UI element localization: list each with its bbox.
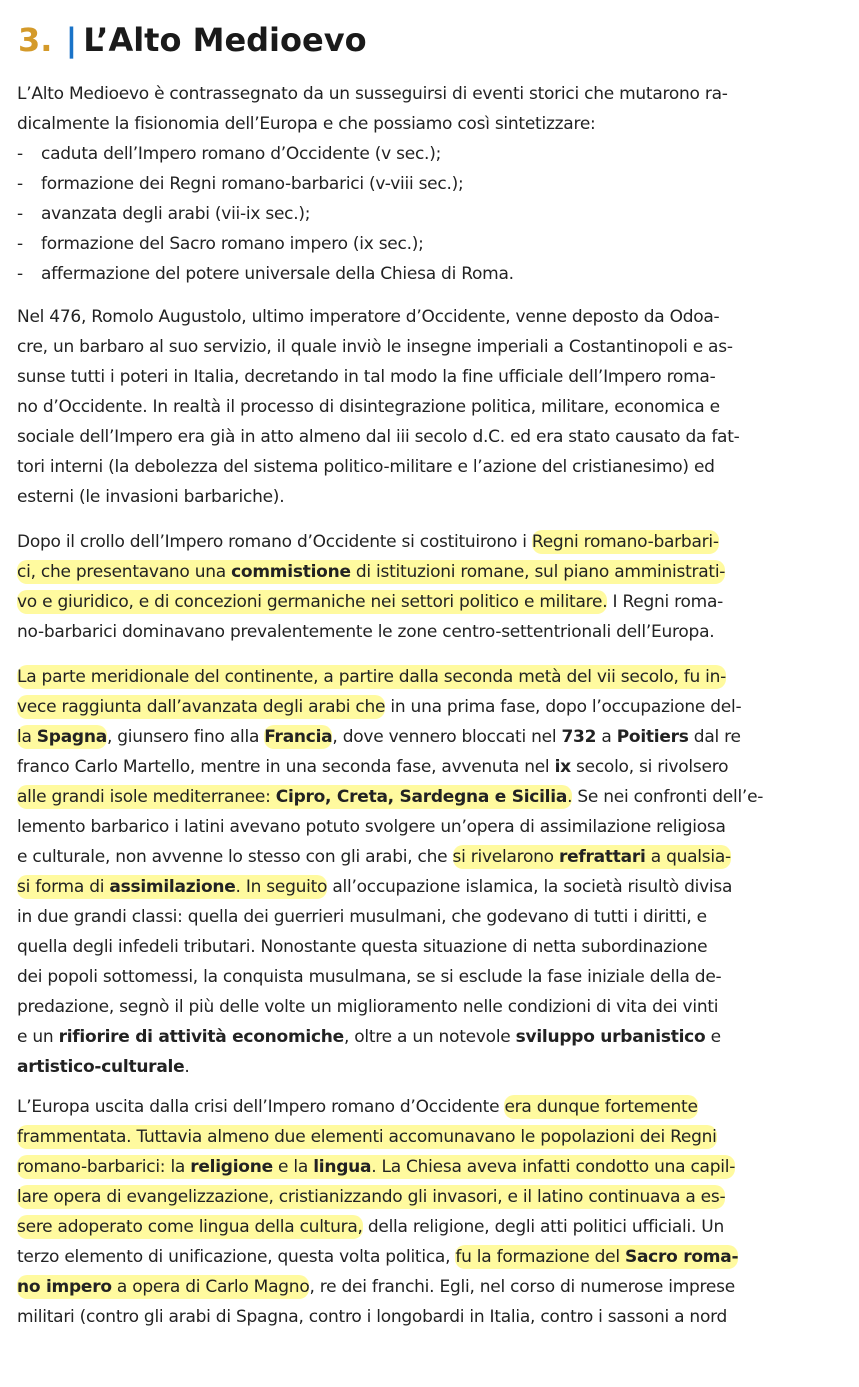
- text-line: [17, 1122, 717, 1152]
- text-line: no d’Occidente. In realtà il processo di disintegrazione politica, militare, economica e: [17, 397, 720, 417]
- text-run: ci, che presentavano una: [17, 562, 232, 582]
- bold-term: no impero: [17, 1277, 112, 1297]
- highlighted-text: [17, 1155, 735, 1179]
- text-line: [17, 872, 732, 902]
- bullet-item: [17, 139, 441, 169]
- text-run: fu la formazione del: [455, 1247, 625, 1267]
- bullet-item: [17, 259, 514, 289]
- text-run: . La Chiesa aveva infatti condotto una capil-: [371, 1157, 736, 1177]
- bold-term: rifiorire di attività economiche: [58, 1027, 344, 1047]
- bold-term: lingua: [313, 1157, 372, 1177]
- text-line: in due grandi classi: quella dei guerrieri musulmani, che godevano di tutti i diritti, e: [17, 907, 707, 927]
- text-line: [17, 1272, 735, 1302]
- text-run: alle grandi isole mediterranee:: [17, 787, 276, 807]
- text-run: e culturale, non avvenne lo stesso con gli arabi, che: [17, 847, 453, 867]
- text-run: L’Europa uscita dalla crisi dell’Impero romano d’Occidente: [17, 1097, 505, 1117]
- text-line: Nel 476, Romolo Augustolo, ultimo imperatore d’Occidente, venne deposto da Odoa-: [17, 307, 720, 327]
- text-line: cre, un barbaro al suo servizio, il quale inviò le insegne imperiali a Costantinopoli e as-: [17, 337, 733, 357]
- highlighted-text: [17, 1275, 309, 1299]
- highlighted-text: [264, 725, 332, 749]
- text-run: all’occupazione islamica, la società risultò divisa: [327, 877, 733, 897]
- highlighted-text: [17, 785, 572, 809]
- text-run: , giunsero fino alla: [106, 727, 265, 747]
- bullet-dash: -: [17, 264, 23, 284]
- text-run: e: [705, 1027, 721, 1047]
- text-line: predazione, segnò il più delle volte un miglioramento nelle condizioni di vita dei vinti: [17, 997, 719, 1017]
- text-line: esterni (le invasioni barbariche).: [17, 487, 285, 507]
- bullet-dash: -: [17, 204, 23, 224]
- text-run: a opera di Carlo Magno: [111, 1277, 310, 1297]
- highlighted-text: sere adoperato come lingua della cultura,: [17, 1217, 363, 1237]
- bullet-dash: -: [17, 234, 23, 254]
- text-run: , dove vennero bloccati nel: [332, 727, 562, 747]
- text-line: [17, 1052, 190, 1082]
- text-line: militari (contro gli arabi di Spagna, contro i longobardi in Italia, contro i sassoni a nord: [17, 1307, 728, 1327]
- text-run: dal re: [688, 727, 741, 747]
- text-run: .: [184, 1057, 190, 1077]
- heading-separator: |: [65, 21, 78, 59]
- text-run: romano-barbarici: la: [17, 1157, 191, 1177]
- text-line: dei popoli sottomessi, la conquista musulmana, se si esclude la fase iniziale della de-: [17, 967, 722, 987]
- text-run: di istituzioni romane, sul piano amministrati-: [350, 562, 726, 582]
- text-line: [17, 782, 763, 812]
- section-title: L’Alto Medioevo: [83, 21, 367, 59]
- text-line: sociale dell’Impero era già in atto almeno dal iii secolo d.C. ed era stato causato da fat-: [17, 427, 740, 447]
- text-run: e la: [272, 1157, 314, 1177]
- text-run: .: [567, 787, 573, 807]
- text-run: Dopo il crollo dell’Impero romano d’Occidente si costituirono i: [17, 532, 532, 552]
- text-line: L’Alto Medioevo è contrassegnato da un susseguirsi di eventi storici che mutarono ra-: [17, 84, 728, 104]
- bullet-item: [17, 199, 310, 229]
- text-line: [17, 662, 726, 692]
- text-line: no-barbarici dominavano prevalentemente le zone centro-settentrionali dell’Europa.: [17, 622, 715, 642]
- highlighted-text: [17, 725, 107, 749]
- text-line: lemento barbarico i latini avevano potuto svolgere un’opera di assimilazione religiosa: [17, 817, 726, 837]
- highlighted-text: lare opera di evangelizzazione, cristianizzando gli invasori, e il latino continuava a es-: [17, 1187, 726, 1207]
- text-run: si rivelarono: [452, 847, 559, 867]
- bold-term: Poitiers: [616, 727, 689, 747]
- text-run: , re dei franchi. Egli, nel corso di numerose imprese: [309, 1277, 735, 1297]
- text-line: [17, 1182, 725, 1212]
- text-line: quella degli infedeli tributari. Nonostante questa situazione di netta subordinazione: [17, 937, 708, 957]
- text-line: [17, 692, 741, 722]
- highlighted-text: La parte meridionale del continente, a partire dalla seconda metà del vii secolo, fu in-: [17, 667, 727, 687]
- highlighted-text: vece raggiunta dall’avanzata degli arabi che: [17, 697, 386, 717]
- bullet-text: caduta dell’Impero romano d’Occidente (v sec.);: [41, 144, 442, 164]
- bold-term: 732: [561, 727, 597, 747]
- text-line: [17, 722, 741, 752]
- text-line: [17, 527, 719, 557]
- text-run: secolo, si rivolsero: [570, 757, 729, 777]
- text-run: I Regni roma-: [607, 592, 724, 612]
- bold-term: Francia: [264, 727, 333, 747]
- text-line: dicalmente la fisionomia dell’Europa e che possiamo così sintetizzare:: [17, 114, 596, 134]
- text-line: [17, 1242, 738, 1272]
- text-line: tori interni (la debolezza del sistema politico-militare e l’azione del cristianesimo) ed: [17, 457, 715, 477]
- bold-term: assimilazione: [109, 877, 236, 897]
- text-line: [17, 752, 728, 782]
- bullet-item: [17, 169, 464, 199]
- highlighted-text: frammentata. Tuttavia almeno due elementi accomunavano le popolazioni dei Regni: [17, 1127, 717, 1147]
- text-run: franco Carlo Martello, mentre in una seconda fase, avvenuta nel: [17, 757, 555, 777]
- bold-term: Sacro roma-: [624, 1247, 739, 1267]
- highlighted-text: [17, 560, 725, 584]
- text-run: terzo elemento di unificazione, questa volta politica,: [17, 1247, 456, 1267]
- section-heading: [18, 18, 367, 62]
- bold-term: sviluppo urbanistico: [515, 1027, 706, 1047]
- text-run: e un: [17, 1027, 59, 1047]
- highlighted-text: era dunque fortemente: [504, 1097, 698, 1117]
- bold-term: Cipro, Creta, Sardegna e Sicilia: [275, 787, 568, 807]
- text-run: . In seguito: [235, 877, 328, 897]
- text-line: [17, 1152, 735, 1182]
- text-line: [17, 842, 731, 872]
- text-run: a qualsia-: [645, 847, 731, 867]
- bullet-dash: -: [17, 144, 23, 164]
- bullet-text: affermazione del potere universale della Chiesa di Roma.: [41, 264, 514, 284]
- text-line: [17, 1212, 724, 1242]
- highlighted-text: [455, 1245, 738, 1269]
- section-number: 3.: [18, 21, 53, 59]
- highlighted-text: vo e giuridico, e di concezioni germaniche nei settori politico e militare.: [17, 592, 608, 612]
- bullet-item: [17, 229, 424, 259]
- text-run: , oltre a un notevole: [343, 1027, 516, 1047]
- bullet-dash: -: [17, 174, 23, 194]
- highlighted-text: [453, 845, 731, 869]
- bullet-text: formazione dei Regni romano-barbarici (v-viii sec.);: [41, 174, 464, 194]
- bold-term: artistico-culturale: [17, 1057, 185, 1077]
- bold-term: Spagna: [36, 727, 107, 747]
- bold-term: refrattari: [558, 847, 646, 867]
- text-run: la: [17, 727, 37, 747]
- text-run: della religione, degli atti politici ufficiali. Un: [362, 1217, 725, 1237]
- text-line: sunse tutti i poteri in Italia, decretando in tal modo la fine ufficiale dell’Impero roma-: [17, 367, 716, 387]
- bullet-text: formazione del Sacro romano impero (ix sec.);: [41, 234, 424, 254]
- text-run: Se nei confronti dell’e-: [572, 787, 764, 807]
- text-line: [17, 1092, 698, 1122]
- text-line: [17, 1022, 721, 1052]
- text-run: si forma di: [17, 877, 110, 897]
- bullet-text: avanzata degli arabi (vii-ix sec.);: [41, 204, 311, 224]
- bold-term: religione: [190, 1157, 273, 1177]
- bold-term: ix: [554, 757, 571, 777]
- highlighted-text: [17, 875, 327, 899]
- highlighted-text: Regni romano-barbari-: [531, 532, 719, 552]
- text-line: [17, 587, 723, 617]
- text-run: a: [596, 727, 617, 747]
- text-run: in una prima fase, dopo l’occupazione del-: [385, 697, 742, 717]
- text-line: [17, 557, 725, 587]
- bold-term: commistione: [231, 562, 351, 582]
